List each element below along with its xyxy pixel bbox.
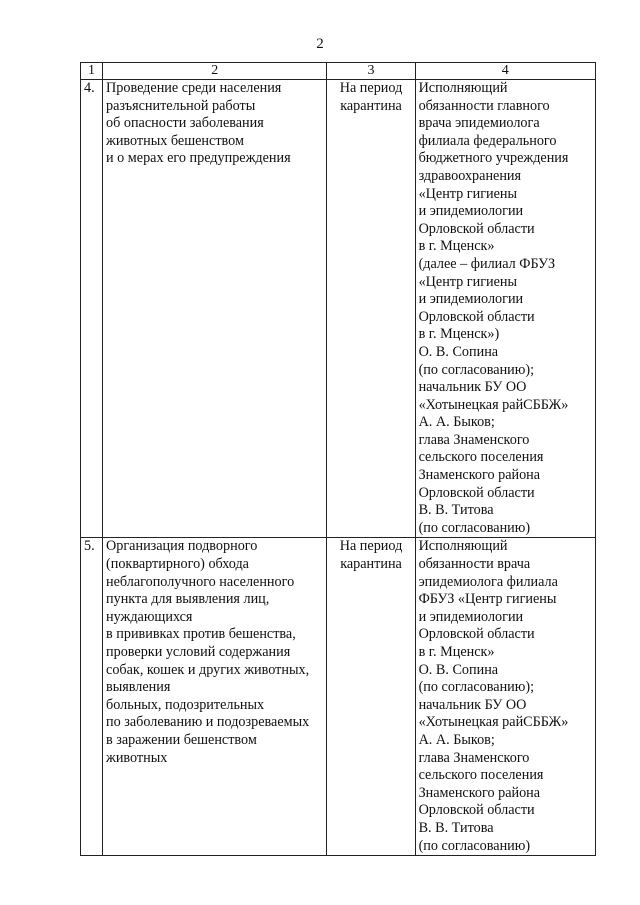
responsible-line: «Центр гигиены — [418, 273, 518, 290]
table-row — [81, 80, 596, 538]
responsible-line: (далее – филиал ФБУЗ — [418, 255, 556, 272]
period-cell — [327, 80, 415, 538]
responsible-line: в г. Мценск») — [418, 326, 500, 343]
responsible-line: (по согласованию); — [418, 361, 535, 378]
responsible-line: здравоохранения — [418, 167, 522, 184]
measures-table — [80, 62, 596, 856]
responsible-line: и эпидемиологии — [418, 203, 524, 220]
responsible-line: Орловской области — [418, 626, 535, 643]
responsible-line: в г. Мценск» — [418, 644, 495, 660]
table-header-row — [81, 63, 596, 80]
responsible-line: Знаменского района — [418, 467, 541, 484]
responsible-line: филиала федерального — [418, 132, 557, 149]
responsible-line: глава Знаменского — [418, 749, 530, 766]
responsible-line: «Центр гигиены — [418, 185, 518, 202]
activity-line: (поквартирного) обхода — [106, 556, 249, 573]
responsible-line: (по согласованию); — [418, 679, 535, 696]
responsible-line: Орловской области — [418, 308, 535, 325]
responsible-line: В. В. Титова — [418, 819, 494, 836]
responsible-line: бюджетного учреждения — [418, 150, 569, 167]
responsible-line: (по согласованию) — [418, 837, 531, 854]
period-line: На период — [339, 80, 403, 96]
responsible-line: Орловской области — [418, 484, 535, 501]
responsible-line: Орловской области — [418, 802, 535, 819]
responsible-line: начальник БУ ОО — [418, 696, 527, 713]
responsible-line: (по согласованию) — [418, 519, 531, 536]
activity-line: в заражении бешенством — [106, 731, 257, 748]
activity-line: проверки условий содержания — [106, 644, 291, 660]
responsible-line: начальник БУ ОО — [418, 379, 527, 396]
responsible-line: глава Знаменского — [418, 431, 530, 448]
responsible-line: ФБУЗ «Центр гигиены — [418, 591, 557, 608]
activity-line: нуждающихся — [106, 608, 193, 625]
row-number: 4. — [81, 80, 103, 538]
responsible-line: «Хотынецкая райСББЖ» — [418, 396, 569, 413]
activity-line: разъяснительной работы — [106, 97, 256, 114]
activity-line: Организация подворного — [106, 538, 258, 555]
responsible-line: сельского поселения — [418, 767, 544, 784]
activity-line: об опасности заболевания — [106, 115, 264, 132]
row-number: 5. — [81, 538, 103, 856]
activity-line: неблагополучного населенного — [106, 573, 295, 590]
responsible-line: обязанности врача — [418, 556, 531, 573]
responsible-line: врача эпидемиолога — [418, 115, 540, 132]
header-col-1: 1 — [81, 63, 103, 80]
responsible-cell — [415, 80, 595, 538]
responsible-line: А. А. Быков; — [418, 731, 495, 748]
activity-cell — [103, 80, 327, 538]
period-line: карантина — [340, 556, 402, 573]
table-row — [81, 538, 596, 856]
responsible-line: Исполняющий — [418, 538, 508, 555]
responsible-line: О. В. Сопина — [418, 343, 499, 360]
responsible-line: В. В. Титова — [418, 502, 494, 519]
page-number: 2 — [316, 36, 324, 52]
header-col-4: 4 — [415, 63, 595, 80]
activity-line: по заболеванию и подозреваемых — [106, 714, 310, 731]
responsible-line: и эпидемиологии — [418, 291, 524, 308]
responsible-line: «Хотынецкая райСББЖ» — [418, 714, 569, 731]
activity-line: животных — [106, 749, 168, 766]
responsible-cell — [415, 538, 595, 856]
activity-line: Проведение среди населения — [106, 80, 282, 96]
activity-cell — [103, 538, 327, 856]
responsible-line: сельского поселения — [418, 449, 544, 466]
responsible-line: и эпидемиологии — [418, 608, 524, 625]
responsible-line: Исполняющий — [418, 80, 508, 96]
responsible-line: в г. Мценск» — [418, 238, 495, 255]
period-line: карантина — [340, 97, 402, 114]
period-cell — [327, 538, 415, 856]
responsible-line: эпидемиолога филиала — [418, 573, 558, 590]
activity-line: животных бешенством — [106, 132, 244, 149]
responsible-line: О. В. Сопина — [418, 661, 499, 678]
activity-line: в прививках против бешенства, — [106, 626, 296, 643]
header-col-3: 3 — [327, 63, 415, 80]
activity-line: выявления — [106, 679, 171, 696]
responsible-line: обязанности главного — [418, 97, 550, 114]
responsible-line: Знаменского района — [418, 784, 541, 801]
activity-line: собак, кошек и других животных, — [106, 661, 310, 678]
header-col-2: 2 — [103, 63, 327, 80]
activity-line: и о мерах его предупреждения — [106, 150, 291, 167]
activity-line: пункта для выявления лиц, — [106, 591, 270, 608]
activity-line: больных, подозрительных — [106, 696, 265, 713]
responsible-line: Орловской области — [418, 220, 535, 237]
period-line: На период — [339, 538, 403, 555]
responsible-line: А. А. Быков; — [418, 414, 495, 431]
